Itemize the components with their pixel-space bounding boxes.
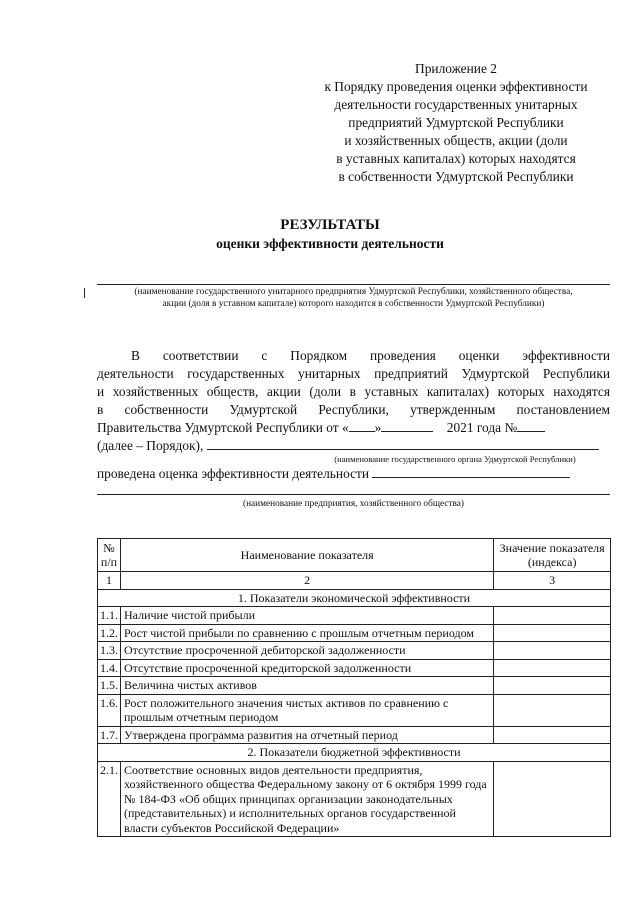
row-name: Наличие чистой прибыли [121, 607, 494, 625]
decree-month-field[interactable] [381, 419, 433, 432]
column-number-row [98, 572, 611, 590]
row-num: 1.4. [98, 659, 121, 677]
table-row [98, 761, 611, 837]
row-value-cell[interactable] [494, 642, 611, 660]
col-num-3: 3 [494, 572, 611, 590]
row-name: Утверждена программа развития на отчетный период [121, 726, 494, 744]
header-name: Наименование показателя [121, 539, 494, 572]
row-num: 1.7. [98, 726, 121, 744]
row-num: 1.1. [98, 607, 121, 625]
body-line-4: в собственности Удмуртской Республики, утвержденным постановлением [97, 402, 610, 417]
table-row [98, 677, 611, 695]
header-value: Значение показателя (индекса) [494, 539, 611, 572]
indicators-table [97, 538, 611, 837]
table-row [98, 726, 611, 744]
appendix-line: Приложение 2 [415, 61, 497, 76]
margin-mark [84, 288, 85, 298]
title-subtitle: оценки эффективности деятельности [216, 236, 444, 251]
row-name: Соответствие основных видов деятельности предприятия, хозяйственного общества Федеральному закону от 6 октября 1999 года № 184-ФЗ «Об общих принципах организации законодательных (представительных) и исполнительных органов государственной власти субъектов Российской Федерации» [121, 761, 494, 837]
body-poryadok: (далее – Порядок), [97, 438, 204, 453]
row-num: 2.1. [98, 761, 121, 837]
row-value-cell[interactable] [494, 659, 611, 677]
entity-caption-line2: акции (доля в уставном капитале) которого находится в собственности Удмуртской Республики) [162, 299, 545, 309]
row-num: 1.6. [98, 694, 121, 726]
decree-prefix: Правительства Удмуртской Республики от « [97, 420, 349, 435]
col-num-1: 1 [98, 572, 121, 590]
row-name: Отсутствие просроченной кредиторской задолженности [121, 659, 494, 677]
appendix-line: в уставных капиталах) которых находятся [336, 151, 576, 166]
row-value-cell[interactable] [494, 761, 611, 837]
appendix-line: в собственности Удмуртской Республики [338, 169, 574, 184]
section-budget: 2. Показатели бюджетной эффективности [98, 744, 611, 762]
decree-number-field[interactable] [517, 419, 545, 432]
section-row [98, 744, 611, 762]
enterprise-name-field-2 [97, 494, 610, 495]
col-num-2: 2 [121, 572, 494, 590]
table-row [98, 607, 611, 625]
header-num: № п/п [98, 539, 121, 572]
row-value-cell[interactable] [494, 607, 611, 625]
body-line-1: В соответствии с Порядком проведения оценки эффективности [131, 348, 610, 363]
organ-caption: (наименование государственного органа Удмуртской Республики) [334, 454, 576, 464]
row-name: Рост положительного значения чистых активов по сравнению с прошлым отчетным периодом [121, 694, 494, 726]
table-row [98, 694, 611, 726]
section-row [98, 589, 611, 607]
row-value-cell[interactable] [494, 624, 611, 642]
section-economic: 1. Показатели экономической эффективности [98, 589, 611, 607]
appendix-line: деятельности государственных унитарных [334, 97, 578, 112]
row-value-cell[interactable] [494, 694, 611, 726]
appendix-line: предприятий Удмуртской Республики [348, 115, 564, 130]
body-line-7 [97, 465, 570, 483]
title-main: РЕЗУЛЬТАТЫ [280, 217, 380, 233]
table-row [98, 642, 611, 660]
body-line-3: и хозяйственных обществ, акции (доли в уставных капиталах) которых находятся [97, 384, 610, 399]
organ-name-field[interactable] [207, 437, 599, 450]
document-title [0, 215, 640, 253]
appendix-header [300, 60, 612, 186]
table-row [98, 624, 611, 642]
appendix-line: к Порядку проведения оценки эффективности [324, 79, 588, 94]
row-value-cell[interactable] [494, 726, 611, 744]
row-num: 1.5. [98, 677, 121, 695]
row-num: 1.2. [98, 624, 121, 642]
decree-quote-close: » [374, 420, 382, 435]
enterprise-caption: (наименование предприятия, хозяйственного общества) [242, 499, 465, 509]
table-row [98, 659, 611, 677]
enterprise-name-field-1[interactable] [372, 465, 570, 478]
appendix-line: и хозяйственных обществ, акции (доли [344, 133, 568, 148]
row-num: 1.3. [98, 642, 121, 660]
table-header-row [98, 539, 611, 572]
row-name: Отсутствие просроченной дебиторской задолженности [121, 642, 494, 660]
body-line-2: деятельности государственных унитарных предприятий Удмуртской Республики [97, 366, 610, 381]
body-line-5 [97, 419, 610, 437]
decree-day-field[interactable] [349, 419, 375, 432]
row-name: Рост чистой прибыли по сравнению с прошлым отчетным периодом [121, 624, 494, 642]
decree-year: 2021 года № [446, 420, 518, 435]
entity-name-line [97, 284, 610, 285]
row-value-cell[interactable] [494, 677, 611, 695]
row-name: Величина чистых активов [121, 677, 494, 695]
evaluation-done-text: проведена оценка эффективности деятельности [97, 466, 370, 481]
entity-caption-line1: (наименование государственного унитарного предприятия Удмуртской Республики, хозяйственного общества, [134, 287, 573, 297]
